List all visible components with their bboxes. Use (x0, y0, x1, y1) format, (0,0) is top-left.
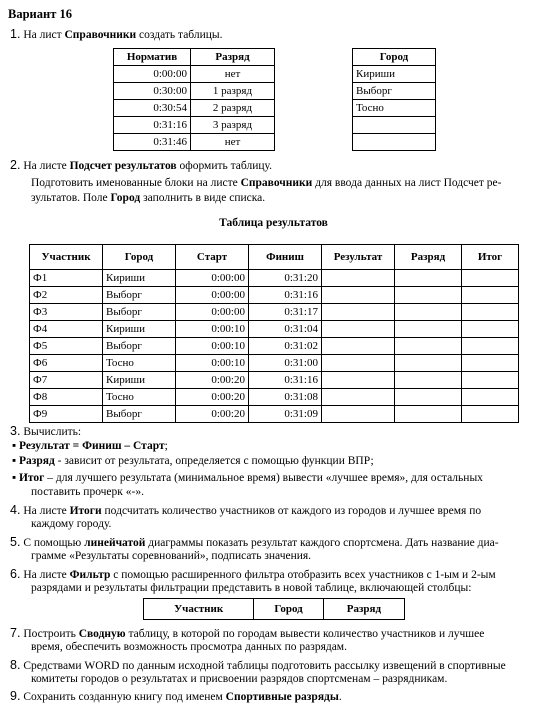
table-row (30, 287, 519, 304)
table-cell: Ф3 (30, 304, 103, 321)
table-row (30, 406, 519, 423)
table-cell (462, 355, 519, 372)
table-cell: Ф7 (30, 372, 103, 389)
item-2-para-line1: Подготовить именованные блоки на листе Справочники для ввода данных на лист Подсчет ре- (31, 177, 502, 189)
item-5: 5. С помощью линейчатой диаграммы показать результат каждого спортсмена. Дать название диа- (10, 535, 499, 549)
results-title: Таблица результатов (219, 217, 328, 229)
table-cell: 0:31:16 (249, 287, 322, 304)
table-row (30, 321, 519, 338)
table-cell (462, 321, 519, 338)
table-cell (462, 270, 519, 287)
table-cell (395, 304, 462, 321)
table-cell: 0:00:20 (176, 406, 249, 423)
table-row (30, 355, 519, 372)
table-cell: 0:00:10 (176, 355, 249, 372)
table-cell: Выборг (103, 338, 176, 355)
table-row (30, 372, 519, 389)
table-row (30, 304, 519, 321)
table-cell (462, 287, 519, 304)
item-4-line2: каждому городу. (31, 518, 112, 530)
table-cell: Ф6 (30, 355, 103, 372)
table-cell (462, 372, 519, 389)
table-row (30, 270, 519, 287)
item-6: 6. На листе Фильтр с помощью расширенного фильтра отобразить всех участников с 1-ым и 2-ым (10, 567, 496, 581)
table-cell: Ф8 (30, 389, 103, 406)
table-row (30, 338, 519, 355)
table-cell: Ф2 (30, 287, 103, 304)
table-cell (395, 355, 462, 372)
bullet-3-line2: поставить прочерк «-». (31, 486, 144, 498)
table-cell: 0:00:00 (176, 304, 249, 321)
table-cell (322, 372, 395, 389)
item-4: 4. На листе Итоги подсчитать количество участников от каждого из городов и лучшее время по (10, 503, 482, 517)
table-cell (395, 372, 462, 389)
norm-table: Норматив Разряд 0:00:00 нет 0:30:00 1 разряд 0:30:54 2 разряд 0:31:16 3 разряд 0:31:46 нет (113, 48, 275, 151)
table-cell: 0:31:20 (249, 270, 322, 287)
table-cell (462, 338, 519, 355)
table-cell (395, 389, 462, 406)
table-cell (322, 338, 395, 355)
norm-header: Норматив (114, 49, 191, 66)
item-7: 7. Построить Сводную таблицу, в которой по городам вывести количество участников и лучшее (10, 626, 485, 640)
table-cell: 0:31:02 (249, 338, 322, 355)
table-cell: 0:31:04 (249, 321, 322, 338)
item-9: 9. Сохранить созданную книгу под именем Спортивные разряды. (10, 689, 342, 703)
table-cell (322, 406, 395, 423)
table-cell: Тосно (103, 389, 176, 406)
item-2-para-line2: зультатов. Поле Город заполнить в виде списка. (31, 192, 266, 204)
item-7-line2: время, обеспечить возможность просмотра данных по разрядам. (31, 641, 347, 653)
table-cell (322, 321, 395, 338)
table-cell: 0:00:00 (176, 287, 249, 304)
table-cell (395, 338, 462, 355)
filter-table: Участник Город Разряд (143, 598, 405, 620)
bullet-3: ▪ Итог – для лучшего результата (минимальное время) вывести «лучшее время», для остальных (12, 472, 483, 484)
item-3: 3. Вычислить: (10, 424, 82, 438)
table-cell: 0:31:00 (249, 355, 322, 372)
city-header: Город (353, 49, 436, 66)
table-cell: Кириши (103, 321, 176, 338)
table-cell (462, 389, 519, 406)
item-1: 1. На лист Справочники создать таблицы. (10, 27, 223, 41)
results-table: Участник Город Старт Финиш Результат Разряд Итог Ф1 Кириши 0:00:00 0:31:20 Ф2 Выборг 0:00:00 0:31:16 Ф3 Выборг 0:00:00 0:31:17 Ф4 Кириши 0:00:10 0:31:04 Ф5 Выборг 0:00:10 0:31:02 Ф6 Тосно 0:00:10 0:31:00 Ф7 Кириши 0:00:20 0:31:16 Ф8 Тосно 0:00:20 0:31:08 Ф9 Выборг 0:00:20 0:31:09 (29, 244, 519, 423)
table-cell: 0:31:16 (249, 372, 322, 389)
variant-title: Вариант 16 (8, 7, 72, 21)
table-cell (322, 287, 395, 304)
table-cell (462, 304, 519, 321)
city-table: Город Кириши Выборг Тосно (352, 48, 436, 151)
table-cell (322, 270, 395, 287)
table-cell: Ф1 (30, 270, 103, 287)
table-cell (395, 406, 462, 423)
table-cell: Выборг (103, 304, 176, 321)
table-cell (322, 304, 395, 321)
rank-header: Разряд (191, 49, 275, 66)
item-2: 2. На листе Подсчет результатов оформить таблицу. (10, 158, 272, 172)
table-cell (322, 389, 395, 406)
table-cell: Тосно (103, 355, 176, 372)
table-cell: Выборг (103, 406, 176, 423)
table-cell: Кириши (103, 270, 176, 287)
table-cell: 0:31:17 (249, 304, 322, 321)
table-cell: 0:00:20 (176, 372, 249, 389)
bullet-1: ▪ Результат = Финиш – Старт; (12, 440, 168, 452)
item-8: 8. Средствами WORD по данным исходной таблицы подготовить рассылку извещений в спортивные (10, 658, 506, 672)
table-cell: Кириши (103, 372, 176, 389)
table-cell: 0:00:10 (176, 321, 249, 338)
table-cell: 0:31:08 (249, 389, 322, 406)
table-row (30, 389, 519, 406)
table-cell (322, 355, 395, 372)
table-cell: Ф9 (30, 406, 103, 423)
item-6-line2: разрядами и результаты фильтрации представить в новой таблице, включающей столбцы: (31, 582, 472, 594)
table-cell (395, 270, 462, 287)
table-cell: 0:00:00 (176, 270, 249, 287)
table-cell: 0:00:10 (176, 338, 249, 355)
item-8-line2: комитеты городов о результатах и присвоении разрядов спортсменам – разрядникам. (31, 673, 448, 685)
bullet-2: ▪ Разряд - зависит от результата, определяется с помощью функции ВПР; (12, 455, 374, 467)
table-cell: Выборг (103, 287, 176, 304)
table-cell (462, 406, 519, 423)
table-cell (395, 287, 462, 304)
table-cell: Ф5 (30, 338, 103, 355)
table-cell: 0:00:20 (176, 389, 249, 406)
item-5-line2: грамме «Результаты соревнований», подписать значения. (31, 550, 312, 562)
table-cell: 0:31:09 (249, 406, 322, 423)
table-cell: Ф4 (30, 321, 103, 338)
table-cell (395, 321, 462, 338)
